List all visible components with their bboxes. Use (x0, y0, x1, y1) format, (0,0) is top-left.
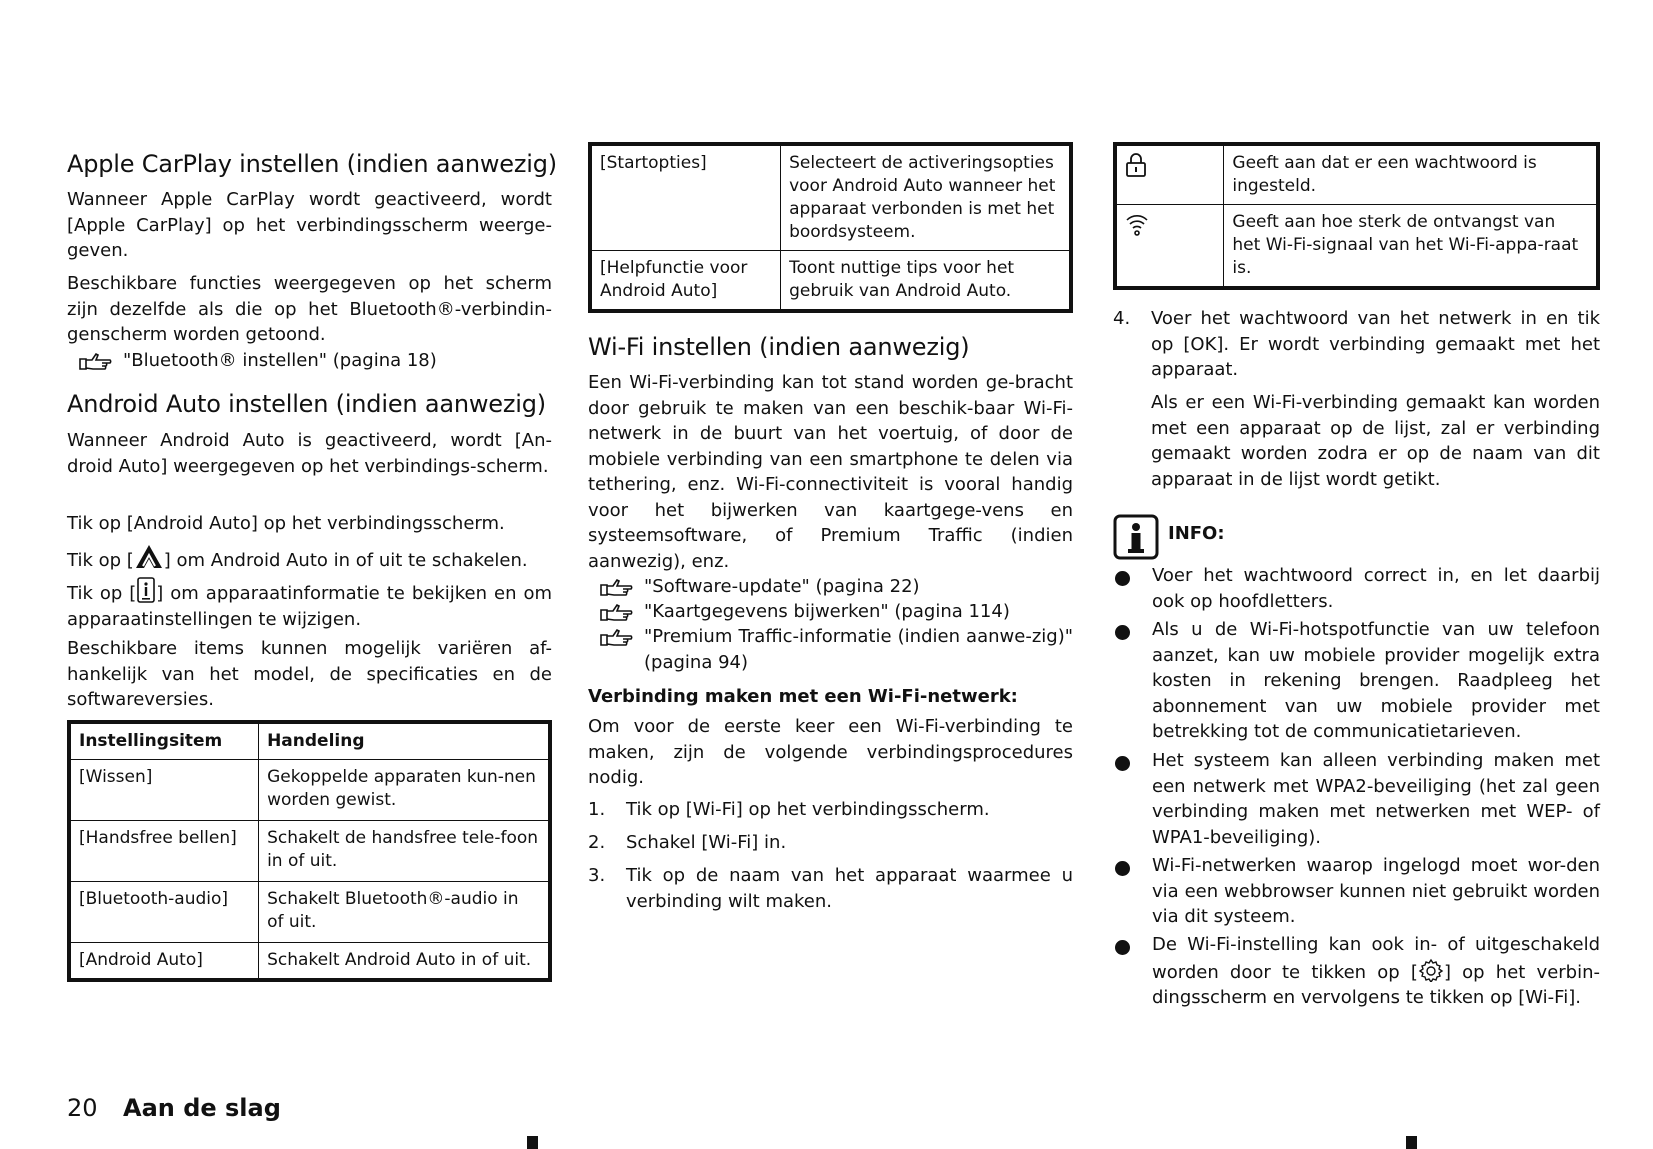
table-row (1115, 205, 1598, 289)
cross-reference[interactable] (67, 348, 553, 374)
info-icon (1113, 514, 1159, 560)
connect-intro: Om voor de eerste keer een Wi-Fi-verbinding te maken, zijn de volgende verbindingsprocedures nodig. (588, 716, 1073, 788)
step-number: 4. (1113, 308, 1131, 329)
table-cell: [Android Auto] (69, 943, 259, 981)
bullet-text: Als u de Wi-Fi-hotspotfunctie van uw telefoon aanzet, kan uw mobiele provider mogelijk extra kosten in rekening brengen. Raadpleeg het abonnement van uw mobiele provider met betrekking tot de communicatietarieven. (1152, 619, 1600, 742)
cross-reference[interactable] (588, 624, 1073, 675)
table-cell (1115, 144, 1224, 205)
android-paragraph-3-post: ] om Android Auto in of uit te schakelen. (163, 550, 528, 571)
table-cell: Gekoppelde apparaten kun-nen worden gewist. (259, 760, 550, 821)
bullet-dot-icon (1115, 571, 1130, 586)
android-paragraph-2: Tik op [Android Auto] op het verbindingsscherm. (67, 513, 505, 534)
table-cell: Toont nuttige tips voor het gebruik van Android Auto. (781, 251, 1071, 312)
table-row (590, 144, 1071, 251)
info-bullet (1113, 563, 1600, 614)
bullet-dot-icon (1115, 861, 1130, 876)
bullet-text: Wi-Fi-netwerken waarop ingelogd moet wor-den via een webbrowser kunnen niet gebruikt worden via dit systeem. (1152, 855, 1600, 927)
cross-reference-text: "Premium Traffic-informatie (indien aanwe-zig)" (pagina 94) (644, 626, 1073, 673)
device-info-icon (136, 577, 156, 603)
pointing-hand-icon (79, 351, 115, 371)
step-item (1113, 306, 1600, 383)
step-text: Tik op [Wi-Fi] op het verbindingsscherm. (626, 799, 990, 820)
table-row (590, 251, 1071, 312)
info-bullet (1113, 853, 1600, 930)
table-cell: Schakelt Android Auto in of uit. (259, 943, 550, 981)
bullet-text: Voer het wachtwoord correct in, en let daarbij ook op hoofdletters. (1152, 565, 1600, 612)
table-row (69, 882, 550, 943)
android-auto-icon (134, 544, 164, 570)
bullet-dot-icon (1115, 940, 1130, 955)
table-row (69, 943, 550, 981)
step-text: Voer het wachtwoord van het netwerk in en tik op [OK]. Er wordt verbinding gemaakt met het apparaat. (1151, 308, 1600, 380)
pointing-hand-icon (600, 577, 636, 597)
step-text: Schakel [Wi-Fi] in. (626, 832, 787, 853)
wifi-paragraph: Een Wi-Fi-verbinding kan tot stand worden ge-bracht door gebruik te maken van een beschik-baar Wi-Fi-netwerk in de buurt van het voertuig, of door de mobiele verbinding van een smartphone te delen via tethering, enz. Wi-Fi-connectiviteit is vooral handig voor het bijwerken van kaartgege-vens en systeemsoftware, of Premium Traffic (indien aanwezig), enz. (588, 372, 1073, 572)
table-cell: Geeft aan hoe sterk de ontvangst van het Wi-Fi-signaal van het Wi-Fi-appa-raat is. (1224, 205, 1598, 289)
table-cell: Geeft aan dat er een wachtwoord is ingesteld. (1224, 144, 1598, 205)
table-row (69, 821, 550, 882)
heading-android-auto: Android Auto instellen (indien aanwezig) (67, 390, 546, 418)
table-cell: [Wissen] (69, 760, 259, 821)
page-number: 20 (67, 1094, 98, 1122)
android-paragraph-4 (67, 577, 552, 632)
wifi-signal-icon (1125, 211, 1149, 237)
android-paragraph-3 (67, 544, 552, 574)
table-cell (1115, 205, 1224, 289)
table-header-cell: Handeling (259, 722, 550, 760)
subheading-connect: Verbinding maken met een Wi-Fi-netwerk: (588, 686, 1018, 707)
table-header-cell: Instellingsitem (69, 722, 259, 760)
step-number: 3. (588, 865, 606, 886)
table-cell: Selecteert de activeringsopties voor Android Auto wanneer het apparaat verbonden is met het boordsysteem. (781, 144, 1071, 251)
bullet-dot-icon (1115, 625, 1130, 640)
pointing-hand-icon (600, 602, 636, 622)
table-cell: [Handsfree bellen] (69, 821, 259, 882)
info-bullet (1113, 932, 1600, 1011)
bullet-dot-icon (1115, 756, 1130, 771)
step-number: 2. (588, 832, 606, 853)
table-cell: Schakelt Bluetooth®-audio in of uit. (259, 882, 550, 943)
crop-mark (1406, 1136, 1417, 1149)
android-options-table (588, 142, 1073, 313)
android-paragraph-1: Wanneer Android Auto is geactiveerd, wordt [An-droid Auto] weergegeven op het verbindings-scherm. (67, 430, 552, 477)
info-label: INFO: (1168, 523, 1225, 544)
step-text: Tik op de naam van het apparaat waarmee u verbinding wilt maken. (626, 865, 1073, 912)
table-row (69, 760, 550, 821)
bullet-text: Het systeem kan alleen verbinding maken met een netwerk met WPA2-beveiliging (het zal geen verbinding maken met netwerken met WEP- of WPA1-beveiliging). (1152, 750, 1600, 848)
settings-gear-icon (1418, 958, 1444, 982)
cross-reference-text: "Kaartgegevens bijwerken" (pagina 114) (644, 601, 1010, 622)
cross-reference-text: "Software-update" (pagina 22) (644, 576, 920, 597)
table-header-row (69, 722, 550, 760)
info-bullet (1113, 617, 1600, 745)
table-cell: [Helpfunctie voor Android Auto] (590, 251, 781, 312)
table-cell: Schakelt de handsfree tele-foon in of uit. (259, 821, 550, 882)
step-4-note: Als er een Wi-Fi-verbinding gemaakt kan worden met een apparaat op de lijst, zal er verbinding gemaakt worden zodra er op de naam van dit apparaat in de lijst wordt getikt. (1151, 392, 1600, 490)
carplay-paragraph-1: Wanneer Apple CarPlay wordt geactiveerd, wordt [Apple CarPlay] op het verbindingsscherm weerge-geven. (67, 189, 552, 261)
bullet-text-pre: De Wi-Fi-instelling kan ook in- of uitgeschakeld worden door te tikken op [ (1152, 934, 1600, 983)
android-paragraph-4-post: ] om apparaatinformatie te bekijken en om apparaatinstellingen te wijzigen. (67, 583, 552, 630)
carplay-paragraph-2: Beschikbare functies weergegeven op het scherm zijn dezelfde als die op het Bluetooth®-verbindin-genscherm worden getoond. (67, 273, 552, 345)
android-paragraph-5: Beschikbare items kunnen mogelijk variëren af-hankelijk van het model, de specificaties en de softwareversies. (67, 638, 552, 710)
section-title: Aan de slag (123, 1094, 281, 1122)
heading-apple-carplay: Apple CarPlay instellen (indien aanwezig) (67, 150, 557, 178)
lock-icon (1125, 152, 1147, 178)
android-paragraph-3-pre: Tik op [ (67, 550, 134, 571)
cross-reference-text: "Bluetooth® instellen" (pagina 18) (123, 350, 437, 371)
table-row (1115, 144, 1598, 205)
crop-mark (527, 1136, 538, 1149)
step-item (588, 797, 1073, 823)
cross-reference[interactable] (588, 574, 1074, 600)
step-number: 1. (588, 799, 606, 820)
settings-table (67, 720, 552, 982)
info-bullet (1113, 748, 1600, 850)
heading-wifi: Wi-Fi instellen (indien aanwezig) (588, 333, 970, 361)
android-paragraph-4-pre: Tik op [ (67, 583, 137, 604)
cross-reference[interactable] (588, 599, 1074, 625)
table-cell: [Startopties] (590, 144, 781, 251)
wifi-icons-table (1113, 142, 1600, 290)
step-item (588, 863, 1073, 914)
step-item (588, 830, 1073, 856)
bullet-text-post: ] op het verbin-dingsscherm en vervolgens te tikken op [Wi-Fi]. (1152, 961, 1601, 1008)
table-cell: [Bluetooth-audio] (69, 882, 259, 943)
pointing-hand-icon (600, 627, 636, 647)
